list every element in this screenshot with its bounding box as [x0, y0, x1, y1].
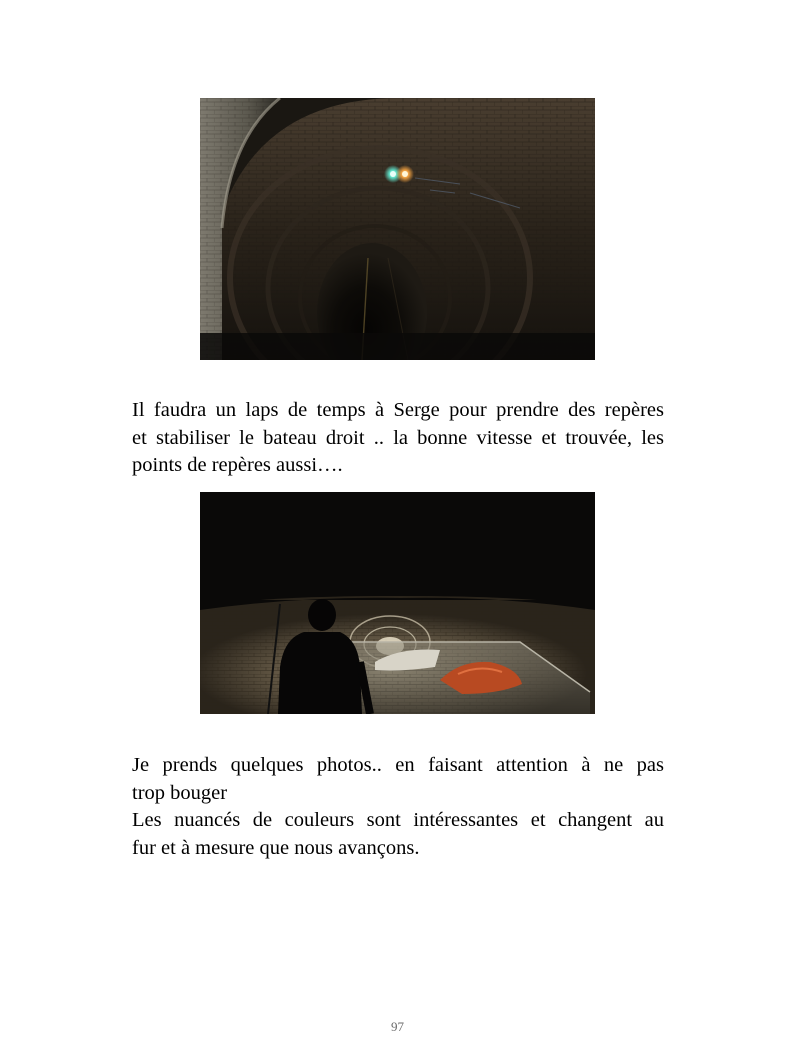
- paragraph-1-line-1: Il faudra un laps de temps à Serge pour prendre des repères: [132, 399, 664, 421]
- paragraph-1-line-3: points de repères aussi….: [132, 454, 343, 476]
- paragraph-1-line-2: et stabiliser le bateau droit .. la bonne vitesse et trouvée, les: [132, 426, 664, 449]
- page-number: 97: [391, 1019, 404, 1034]
- paragraph-2-line-2: trop bouger: [132, 781, 228, 804]
- paragraph-2-line-3: Les nuancés de couleurs sont intéressantes et changent au: [132, 809, 664, 831]
- tunnel-arch-image: [200, 98, 595, 360]
- paragraph-2-line-4: fur et à mesure que nous avançons.: [132, 836, 420, 859]
- paragraph-2: [132, 752, 664, 862]
- paragraph-2-line-1: Je prends quelques photos.. en faisant attention à ne pas: [132, 754, 664, 776]
- boat-helmsman-image: [200, 492, 595, 714]
- tunnel-arch-photo: [200, 98, 595, 360]
- boat-helmsman-photo: [200, 492, 595, 714]
- paragraph-1: [132, 397, 664, 480]
